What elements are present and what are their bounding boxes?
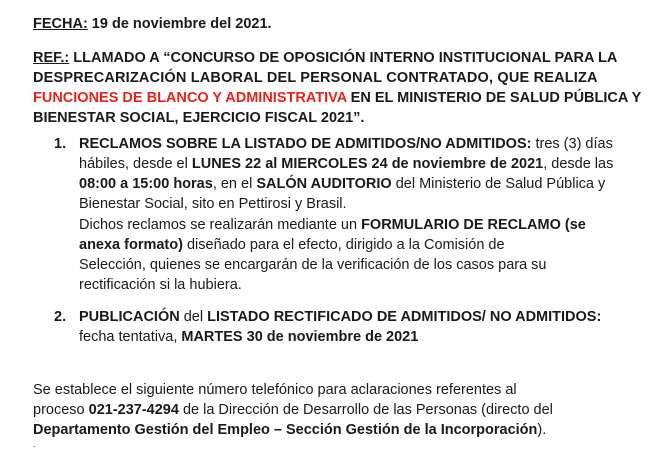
- footer-line-3: [33, 420, 633, 440]
- sub-line-3: Selección, quienes se encargarán de la verificación de los casos para su: [79, 257, 547, 273]
- item-1-body: [79, 134, 634, 214]
- fecha-line: [33, 14, 653, 34]
- sub-form-note: anexa formato): [79, 237, 183, 253]
- sub-line-4: rectificación si la hubiera.: [79, 277, 242, 293]
- item-2-line-1: [79, 307, 634, 327]
- ref-block: [33, 48, 642, 128]
- sub-form-name: FORMULARIO DE RECLAMO (se: [361, 217, 586, 233]
- item-1-venue: SALÓN AUDITORIO: [256, 176, 392, 192]
- ref-text-1: LLAMADO A “CONCURSO DE OPOSICIÓN INTERNO INSTITUCIONAL PARA LA: [69, 50, 618, 66]
- ref-label: REF.:: [33, 50, 70, 66]
- item-2-heading: PUBLICACIÓN: [79, 309, 180, 325]
- item-2-number: 2.: [54, 309, 67, 325]
- footer-text-3c: ).: [537, 422, 547, 438]
- item-1-subparagraph: [79, 215, 634, 295]
- trailing-mark: .: [33, 439, 36, 450]
- fecha-value: 19 de noviembre del 2021.: [87, 16, 272, 32]
- footer-line-1: [33, 380, 633, 400]
- item-1-heading: RECLAMOS SOBRE LA LISTADO DE ADMITIDOS/NO ADMITIDOS:: [79, 136, 532, 152]
- ref-line-1: [33, 48, 633, 68]
- item-1-hours: 08:00 a 15:00 horas: [79, 176, 213, 192]
- item-1-text-1: tres (3) días: [531, 136, 613, 152]
- item-1-line-1: [79, 134, 634, 154]
- sub-line-2: [79, 235, 634, 255]
- ref-line-3: [33, 88, 642, 108]
- item-2-text-1: del: [179, 309, 208, 325]
- sub-text-2: diseñado para el efecto, dirigido a la Comisión de: [182, 237, 505, 253]
- sub-line-1: [79, 215, 634, 235]
- ref-highlight: FUNCIONES DE BLANCO Y ADMINISTRATIVA: [33, 90, 347, 106]
- item-2-line-2: [79, 327, 634, 347]
- footer-text-2: proceso: [33, 402, 89, 418]
- ref-line-2: DESPRECARIZACIÓN LABORAL DEL PERSONAL CONTRATADO, QUE REALIZA: [33, 70, 598, 86]
- item-1-line-4: Bienestar Social, sito en Pettirosi y Brasil.: [79, 196, 347, 212]
- footer-paragraph: [33, 380, 633, 440]
- item-2-date: MARTES 30 de noviembre de 2021: [181, 329, 419, 345]
- item-1-dates: LUNES 22 al MIERCOLES 24 de noviembre de 2021: [191, 156, 544, 172]
- sub-text-1: Dichos reclamos se realizarán mediante un: [79, 217, 362, 233]
- ref-line-4: BIENESTAR SOCIAL, EJERCICIO FISCAL 2021”.: [33, 110, 365, 126]
- item-2-text-2: fecha tentativa,: [79, 329, 182, 345]
- fecha-label: FECHA:: [33, 16, 88, 32]
- item-1-text-3b: del Ministerio de Salud Pública y: [391, 176, 606, 192]
- item-1-line-3: [79, 174, 634, 194]
- item-1-line-2: [79, 154, 634, 174]
- item-2-body: [79, 307, 634, 347]
- footer-text-1: Se establece el siguiente número telefónico para aclaraciones referentes al: [33, 382, 517, 398]
- item-1-text-2b: , desde las: [543, 156, 614, 172]
- item-2-list-name: LISTADO RECTIFICADO DE ADMITIDOS/ NO ADMITIDOS:: [207, 309, 602, 325]
- ref-text-3: EN EL MINISTERIO DE SALUD PÚBLICA Y: [346, 90, 642, 106]
- item-1-text-3: , en el: [212, 176, 257, 192]
- item-1-text-2: hábiles, desde el: [79, 156, 192, 172]
- footer-phone: 021-237-4294: [88, 402, 179, 418]
- footer-department: Departamento Gestión del Empleo – Sección Gestión de la Incorporación: [33, 422, 538, 438]
- item-1-number: 1.: [54, 136, 67, 152]
- footer-line-2: [33, 400, 633, 420]
- footer-text-2c: de la Dirección de Desarrollo de las Personas (directo del: [178, 402, 553, 418]
